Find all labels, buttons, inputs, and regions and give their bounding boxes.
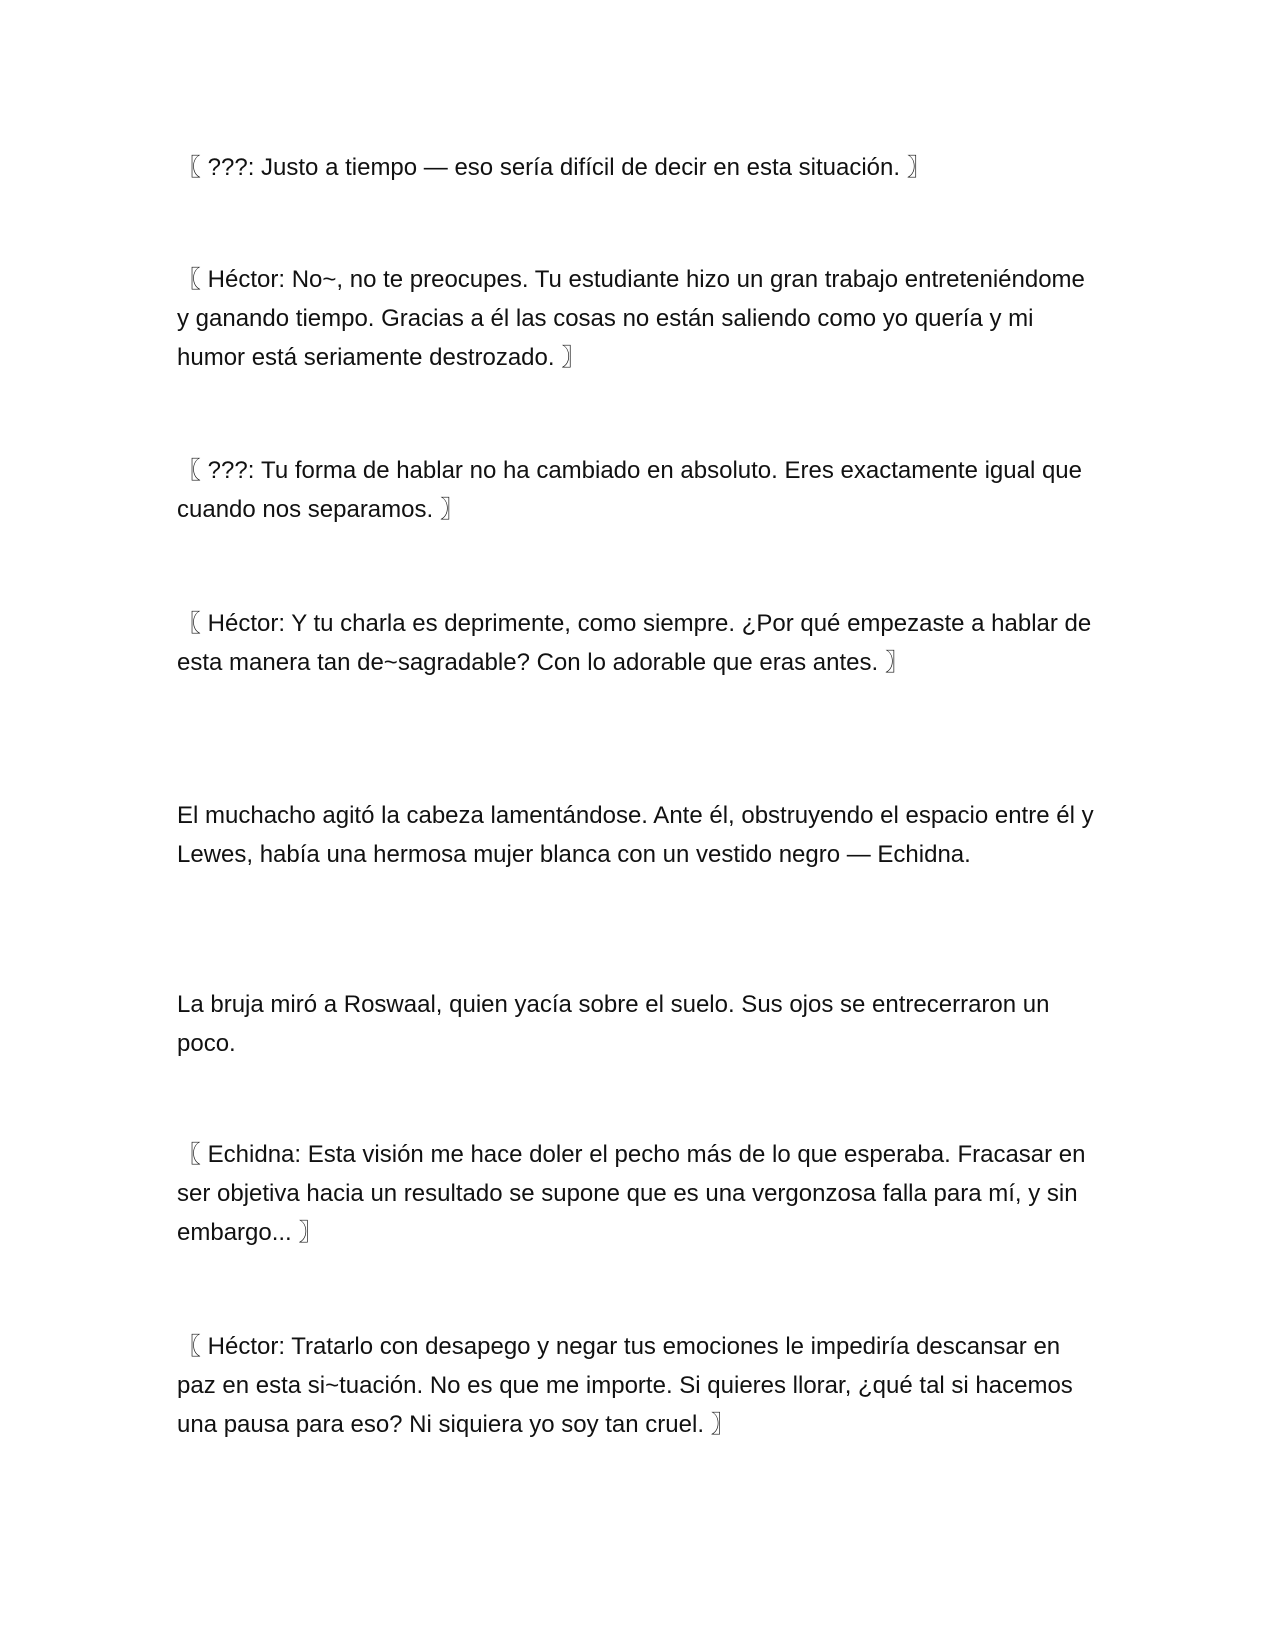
paragraph-3-dialogue: 〖 ???: Tu forma de hablar no ha cambiado en absoluto. Eres exactamente igual que cuando nos separamos. 〗 xyxy=(177,457,1083,523)
paragraph-8-dialogue: 〖 Héctor: Tratarlo con desapego y negar tus emociones le impediría descansar en paz en esta si~tuación. No es que me importe. Si quieres llorar, ¿qué tal si hacemos una pausa para eso? Ni siquiera yo soy tan cruel. 〗 xyxy=(177,1333,1073,1438)
paragraph-6-narration: La bruja miró a Roswaal, quien yacía sobre el suelo. Sus ojos se entrecerraron un poco. xyxy=(177,991,1050,1057)
paragraph-1-dialogue: 〖 ???: Justo a tiempo — eso sería difícil de decir en esta situación. 〗 xyxy=(177,154,931,181)
paragraph-2-dialogue: 〖 Héctor: No~, no te preocupes. Tu estudiante hizo un gran trabajo entreteniéndome y ganando tiempo. Gracias a él las cosas no están saliendo como yo quería y mi humor está seriamente destrozado. 〗 xyxy=(177,266,1085,371)
paragraph-4-dialogue: 〖 Héctor: Y tu charla es deprimente, como siempre. ¿Por qué empezaste a hablar de esta manera tan de~sagradable? Con lo adorable que eras antes. 〗 xyxy=(177,610,1092,676)
paragraph-7-dialogue: 〖 Echidna: Esta visión me hace doler el pecho más de lo que esperaba. Fracasar en ser objetiva hacia un resultado se supone que es una vergonzosa falla para mí, y sin embargo... 〗 xyxy=(177,1141,1086,1246)
paragraph-5-narration: El muchacho agitó la cabeza lamentándose. Ante él, obstruyendo el espacio entre él y Lewes, había una hermosa mujer blanca con un vestido negro — Echidna. xyxy=(177,802,1094,868)
